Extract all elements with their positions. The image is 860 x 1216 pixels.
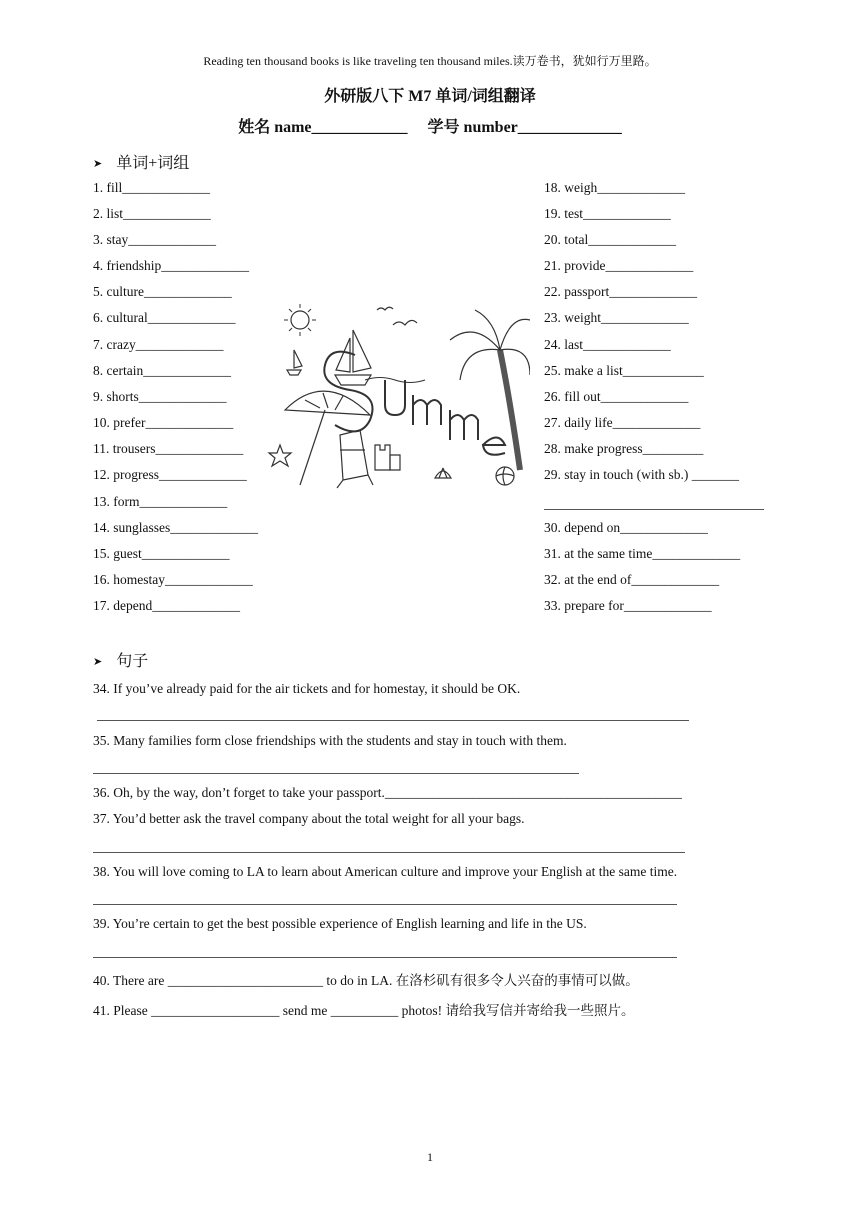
vocab-item: 31. at the same time_____________ xyxy=(544,546,741,561)
vocab-item: 33. prepare for_____________ xyxy=(544,598,712,613)
sentence-prompt: 37. You’d better ask the travel company about the total weight for all your bags. xyxy=(93,811,525,826)
vocab-item: 20. total_____________ xyxy=(544,232,676,247)
vocab-item: 23. weight_____________ xyxy=(544,310,689,325)
name-number-row xyxy=(0,114,860,137)
vocab-item: 9. shorts_____________ xyxy=(93,389,227,404)
vocab-item: 2. list_____________ xyxy=(93,206,211,221)
worksheet-title: 外研版八下 M7 单词/词组翻译 xyxy=(324,88,536,105)
shell-icon xyxy=(435,468,451,478)
vocab-item: 28. make progress_________ xyxy=(544,441,704,456)
beach-chair-icon xyxy=(337,430,373,488)
vocab-item: 4. friendship_____________ xyxy=(93,258,249,273)
bird-icon xyxy=(377,307,393,310)
sentence-prompt: 40. There are _______________________ to do in LA. 在洛杉矶有很多令人兴奋的事情可以做。 xyxy=(93,973,639,988)
bird-icon xyxy=(393,320,417,325)
vocab-item: 11. trousers_____________ xyxy=(93,441,244,456)
vocab-item: 24. last_____________ xyxy=(544,337,671,352)
section-vocab-label: 单词+词组 xyxy=(116,155,190,172)
vocab-item: 7. crazy_____________ xyxy=(93,337,224,352)
vocab-item: 1. fill_____________ xyxy=(93,180,210,195)
beach-ball-icon xyxy=(496,467,514,485)
vocab-item: 5. culture_____________ xyxy=(93,284,232,299)
sentence-prompt: 38. You will love coming to LA to learn about American culture and improve your English at the same time. xyxy=(93,864,678,879)
answer-line xyxy=(97,720,689,721)
sailboat-icon xyxy=(335,330,371,385)
vocab-item: 18. weigh_____________ xyxy=(544,180,685,195)
answer-line xyxy=(93,904,677,905)
vocab-item: 8. certain_____________ xyxy=(93,363,231,378)
vocab-item: 32. at the end of_____________ xyxy=(544,572,720,587)
sun-icon xyxy=(284,304,316,336)
vocab-item: 19. test_____________ xyxy=(544,206,671,221)
answer-line xyxy=(544,509,764,510)
sailboat-icon xyxy=(287,350,302,375)
vocab-item: 30. depend on_____________ xyxy=(544,520,708,535)
name-field-label: 姓名 name____________ xyxy=(238,119,408,136)
vocab-item: 13. form_____________ xyxy=(93,494,228,509)
arrow-bullet-icon: ➤ xyxy=(93,158,103,170)
beach-umbrella-icon xyxy=(285,391,370,485)
vocab-item: 25. make a list____________ xyxy=(544,363,704,378)
vocab-item: 15. guest_____________ xyxy=(93,546,230,561)
vocab-item: 29. stay in touch (with sb.) _______ xyxy=(544,467,739,482)
vocab-item: 12. progress_____________ xyxy=(93,467,247,482)
answer-line xyxy=(93,773,579,774)
arrow-bullet-icon: ➤ xyxy=(93,656,103,668)
vocab-item: 10. prefer_____________ xyxy=(93,415,234,430)
sentence-prompt: 36. Oh, by the way, don’t forget to take your passport.____________________________________________ xyxy=(93,785,682,800)
page-motto: Reading ten thousand books is like traveling ten thousand miles.读万卷书，犹如行万里路。 xyxy=(203,54,657,68)
answer-line xyxy=(93,957,677,958)
vocab-item: 22. passport_____________ xyxy=(544,284,697,299)
vocab-item: 21. provide_____________ xyxy=(544,258,694,273)
sentence-prompt: 41. Please ___________________ send me __________ photos! 请给我写信并寄给我一些照片。 xyxy=(93,1003,635,1018)
vocab-item: 6. cultural_____________ xyxy=(93,310,236,325)
section-heading-vocab xyxy=(93,150,189,173)
summer-beach-illustration xyxy=(265,300,530,490)
summer-lettering xyxy=(324,352,505,455)
vocab-item: 16. homestay_____________ xyxy=(93,572,253,587)
section-sentences-label: 句子 xyxy=(116,653,149,670)
sentence-prompt: 34. If you’ve already paid for the air tickets and for homestay, it should be OK. xyxy=(93,681,521,696)
sandcastle-icon xyxy=(375,445,400,470)
starfish-icon xyxy=(269,445,291,466)
vocab-item: 17. depend_____________ xyxy=(93,598,240,613)
wave-line xyxy=(365,378,425,383)
number-field-label: 学号 number_____________ xyxy=(427,119,622,136)
vocab-item: 14. sunglasses_____________ xyxy=(93,520,258,535)
vocab-item: 26. fill out_____________ xyxy=(544,389,689,404)
answer-line xyxy=(93,852,685,853)
sentence-prompt: 35. Many families form close friendships with the students and stay in touch with them. xyxy=(93,733,567,748)
vocab-item: 3. stay_____________ xyxy=(93,232,216,247)
sentence-prompt: 39. You’re certain to get the best possible experience of English learning and life in the US. xyxy=(93,916,587,931)
page-number: 1 xyxy=(427,1150,433,1164)
section-heading-sentences xyxy=(93,648,148,671)
vocab-item: 27. daily life_____________ xyxy=(544,415,701,430)
